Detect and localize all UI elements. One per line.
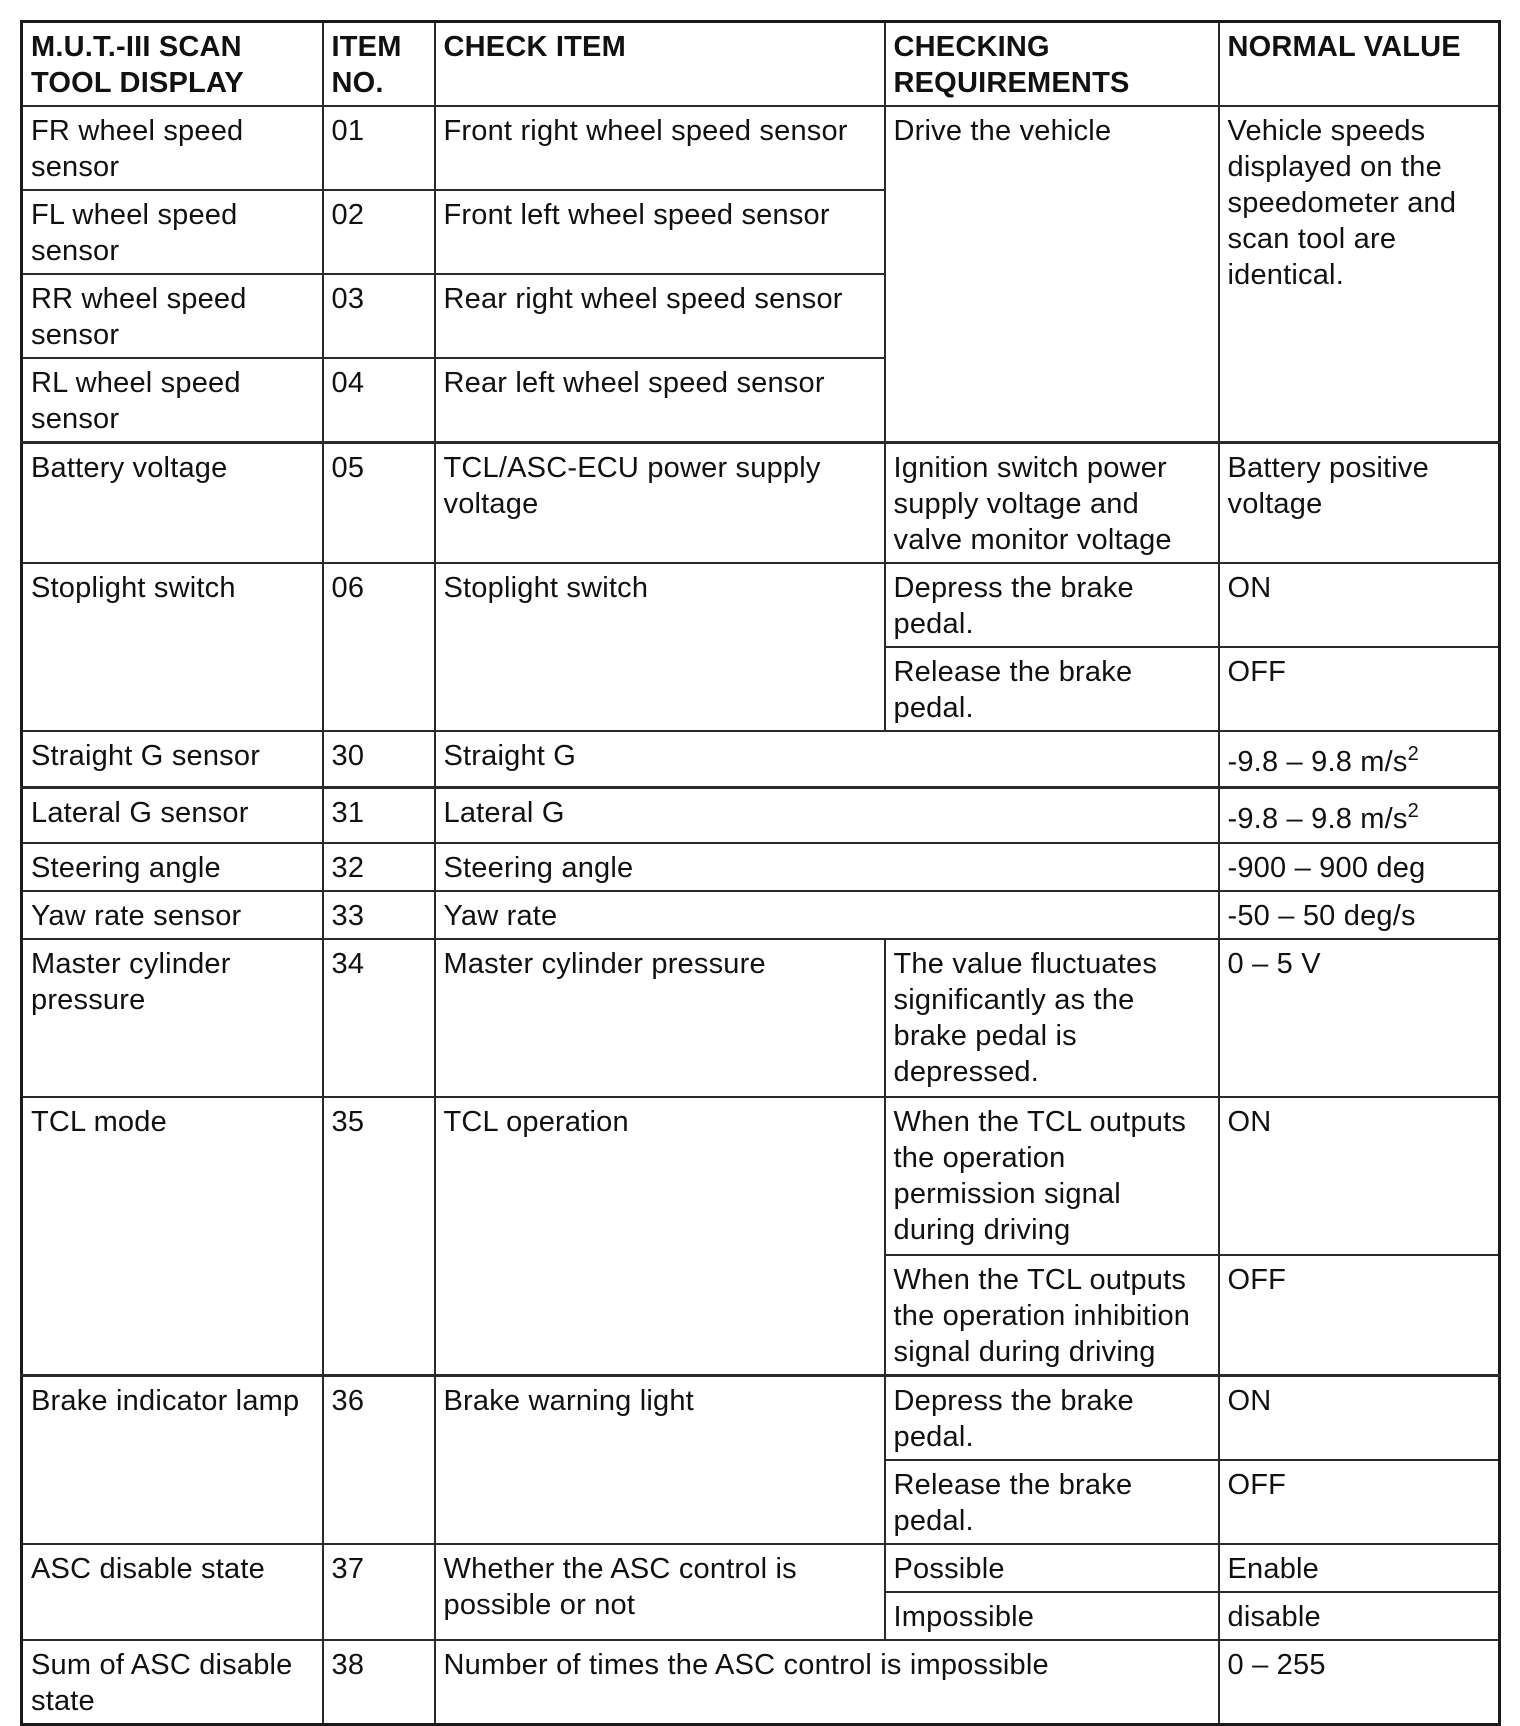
- cell-display: RR wheel speed sensor: [22, 274, 323, 358]
- cell-item-no: 32: [323, 843, 435, 891]
- cell-check-item: Front left wheel speed sensor: [435, 190, 885, 274]
- cell-normal-value: 0 – 5 V: [1219, 939, 1500, 1097]
- header-display: M.U.T.-III SCAN TOOL DISPLAY: [22, 22, 323, 107]
- cell-check-item: TCL/ASC-ECU power supply voltage: [435, 443, 885, 564]
- cell-item-no: 02: [323, 190, 435, 274]
- table-row: [22, 1640, 1500, 1725]
- table-row: [22, 891, 1500, 939]
- cell-normal-value: OFF: [1219, 1460, 1500, 1544]
- cell-check-item: Steering angle: [435, 843, 1219, 891]
- cell-display: FR wheel speed sensor: [22, 106, 323, 190]
- cell-normal-value: ON: [1219, 1376, 1500, 1461]
- cell-normal-value: ON: [1219, 1097, 1500, 1255]
- cell-item-no: 37: [323, 1544, 435, 1640]
- table-row: [22, 787, 1500, 843]
- cell-normal-value: Battery positive voltage: [1219, 443, 1500, 564]
- cell-requirement: Depress the brake pedal.: [885, 1376, 1219, 1461]
- cell-item-no: 35: [323, 1097, 435, 1376]
- table-row: [22, 1376, 1500, 1461]
- cell-display: FL wheel speed sensor: [22, 190, 323, 274]
- table-row: [22, 443, 1500, 564]
- cell-display: Yaw rate sensor: [22, 891, 323, 939]
- cell-display: Master cylinder pressure: [22, 939, 323, 1097]
- header-requirements: CHECKING REQUIREMENTS: [885, 22, 1219, 107]
- cell-normal-value: OFF: [1219, 1255, 1500, 1376]
- table-row: [22, 1544, 1500, 1592]
- cell-normal-value: -50 – 50 deg/s: [1219, 891, 1500, 939]
- header-item-no: ITEM NO.: [323, 22, 435, 107]
- cell-display: Battery voltage: [22, 443, 323, 564]
- cell-check-item: Master cylinder pressure: [435, 939, 885, 1097]
- cell-check-item: Rear left wheel speed sensor: [435, 358, 885, 443]
- cell-item-no: 33: [323, 891, 435, 939]
- header-normal-value: NORMAL VALUE: [1219, 22, 1500, 107]
- cell-display: ASC disable state: [22, 1544, 323, 1640]
- cell-display: Stoplight switch: [22, 563, 323, 731]
- cell-item-no: 31: [323, 787, 435, 843]
- cell-check-item: Front right wheel speed sensor: [435, 106, 885, 190]
- table-row: [22, 939, 1500, 1097]
- cell-normal-value: disable: [1219, 1592, 1500, 1640]
- header-check-item: CHECK ITEM: [435, 22, 885, 107]
- cell-item-no: 06: [323, 563, 435, 731]
- cell-check-item: Yaw rate: [435, 891, 1219, 939]
- header-row: [22, 22, 1500, 107]
- cell-item-no: 34: [323, 939, 435, 1097]
- table-row: [22, 563, 1500, 647]
- cell-check-item: Straight G: [435, 731, 1219, 787]
- cell-requirement: Ignition switch power supply voltage and valve monitor voltage: [885, 443, 1219, 564]
- cell-requirement: When the TCL outputs the operation inhibition signal during driving: [885, 1255, 1219, 1376]
- cell-check-item: TCL operation: [435, 1097, 885, 1376]
- cell-normal-value: Enable: [1219, 1544, 1500, 1592]
- cell-check-item: Lateral G: [435, 787, 1219, 843]
- cell-display: Steering angle: [22, 843, 323, 891]
- cell-display: TCL mode: [22, 1097, 323, 1376]
- cell-item-no: 01: [323, 106, 435, 190]
- cell-item-no: 05: [323, 443, 435, 564]
- cell-item-no: 03: [323, 274, 435, 358]
- cell-display: Brake indicator lamp: [22, 1376, 323, 1545]
- cell-item-no: 30: [323, 731, 435, 787]
- cell-normal-value: ON: [1219, 563, 1500, 647]
- cell-requirement: Drive the vehicle: [885, 106, 1219, 443]
- cell-requirement: When the TCL outputs the operation permission signal during driving: [885, 1097, 1219, 1255]
- table-wrapper: [20, 20, 1498, 1726]
- cell-display: RL wheel speed sensor: [22, 358, 323, 443]
- cell-check-item: Number of times the ASC control is impossible: [435, 1640, 1219, 1725]
- table-row: [22, 731, 1500, 787]
- cell-normal-value: OFF: [1219, 647, 1500, 731]
- cell-normal-value: 0 – 255: [1219, 1640, 1500, 1725]
- cell-check-item: Rear right wheel speed sensor: [435, 274, 885, 358]
- table-row: [22, 843, 1500, 891]
- cell-item-no: 36: [323, 1376, 435, 1545]
- cell-display: Sum of ASC disable state: [22, 1640, 323, 1725]
- cell-requirement: The value fluctuates significantly as the brake pedal is depressed.: [885, 939, 1219, 1097]
- cell-item-no: 04: [323, 358, 435, 443]
- cell-normal-value: -900 – 900 deg: [1219, 843, 1500, 891]
- cell-display: Straight G sensor: [22, 731, 323, 787]
- superscript: 2: [1407, 743, 1419, 765]
- cell-check-item: Brake warning light: [435, 1376, 885, 1545]
- cell-requirement: Release the brake pedal.: [885, 1460, 1219, 1544]
- table-row: [22, 106, 1500, 190]
- cell-normal-value: [1219, 731, 1500, 787]
- cell-requirement: Impossible: [885, 1592, 1219, 1640]
- cell-check-item: Whether the ASC control is possible or not: [435, 1544, 885, 1640]
- cell-normal-value: [1219, 787, 1500, 843]
- scan-tool-table: [20, 20, 1501, 1726]
- cell-requirement: Possible: [885, 1544, 1219, 1592]
- cell-normal-value: Vehicle speeds displayed on the speedometer and scan tool are identical.: [1219, 106, 1500, 443]
- cell-item-no: 38: [323, 1640, 435, 1725]
- cell-check-item: Stoplight switch: [435, 563, 885, 731]
- superscript: 2: [1407, 799, 1419, 822]
- cell-requirement: Depress the brake pedal.: [885, 563, 1219, 647]
- value-text: -9.8 – 9.8 m/s: [1227, 746, 1408, 778]
- cell-display: Lateral G sensor: [22, 787, 323, 843]
- value-text: -9.8 – 9.8 m/s: [1227, 802, 1408, 835]
- table-row: [22, 1097, 1500, 1255]
- cell-requirement: Release the brake pedal.: [885, 647, 1219, 731]
